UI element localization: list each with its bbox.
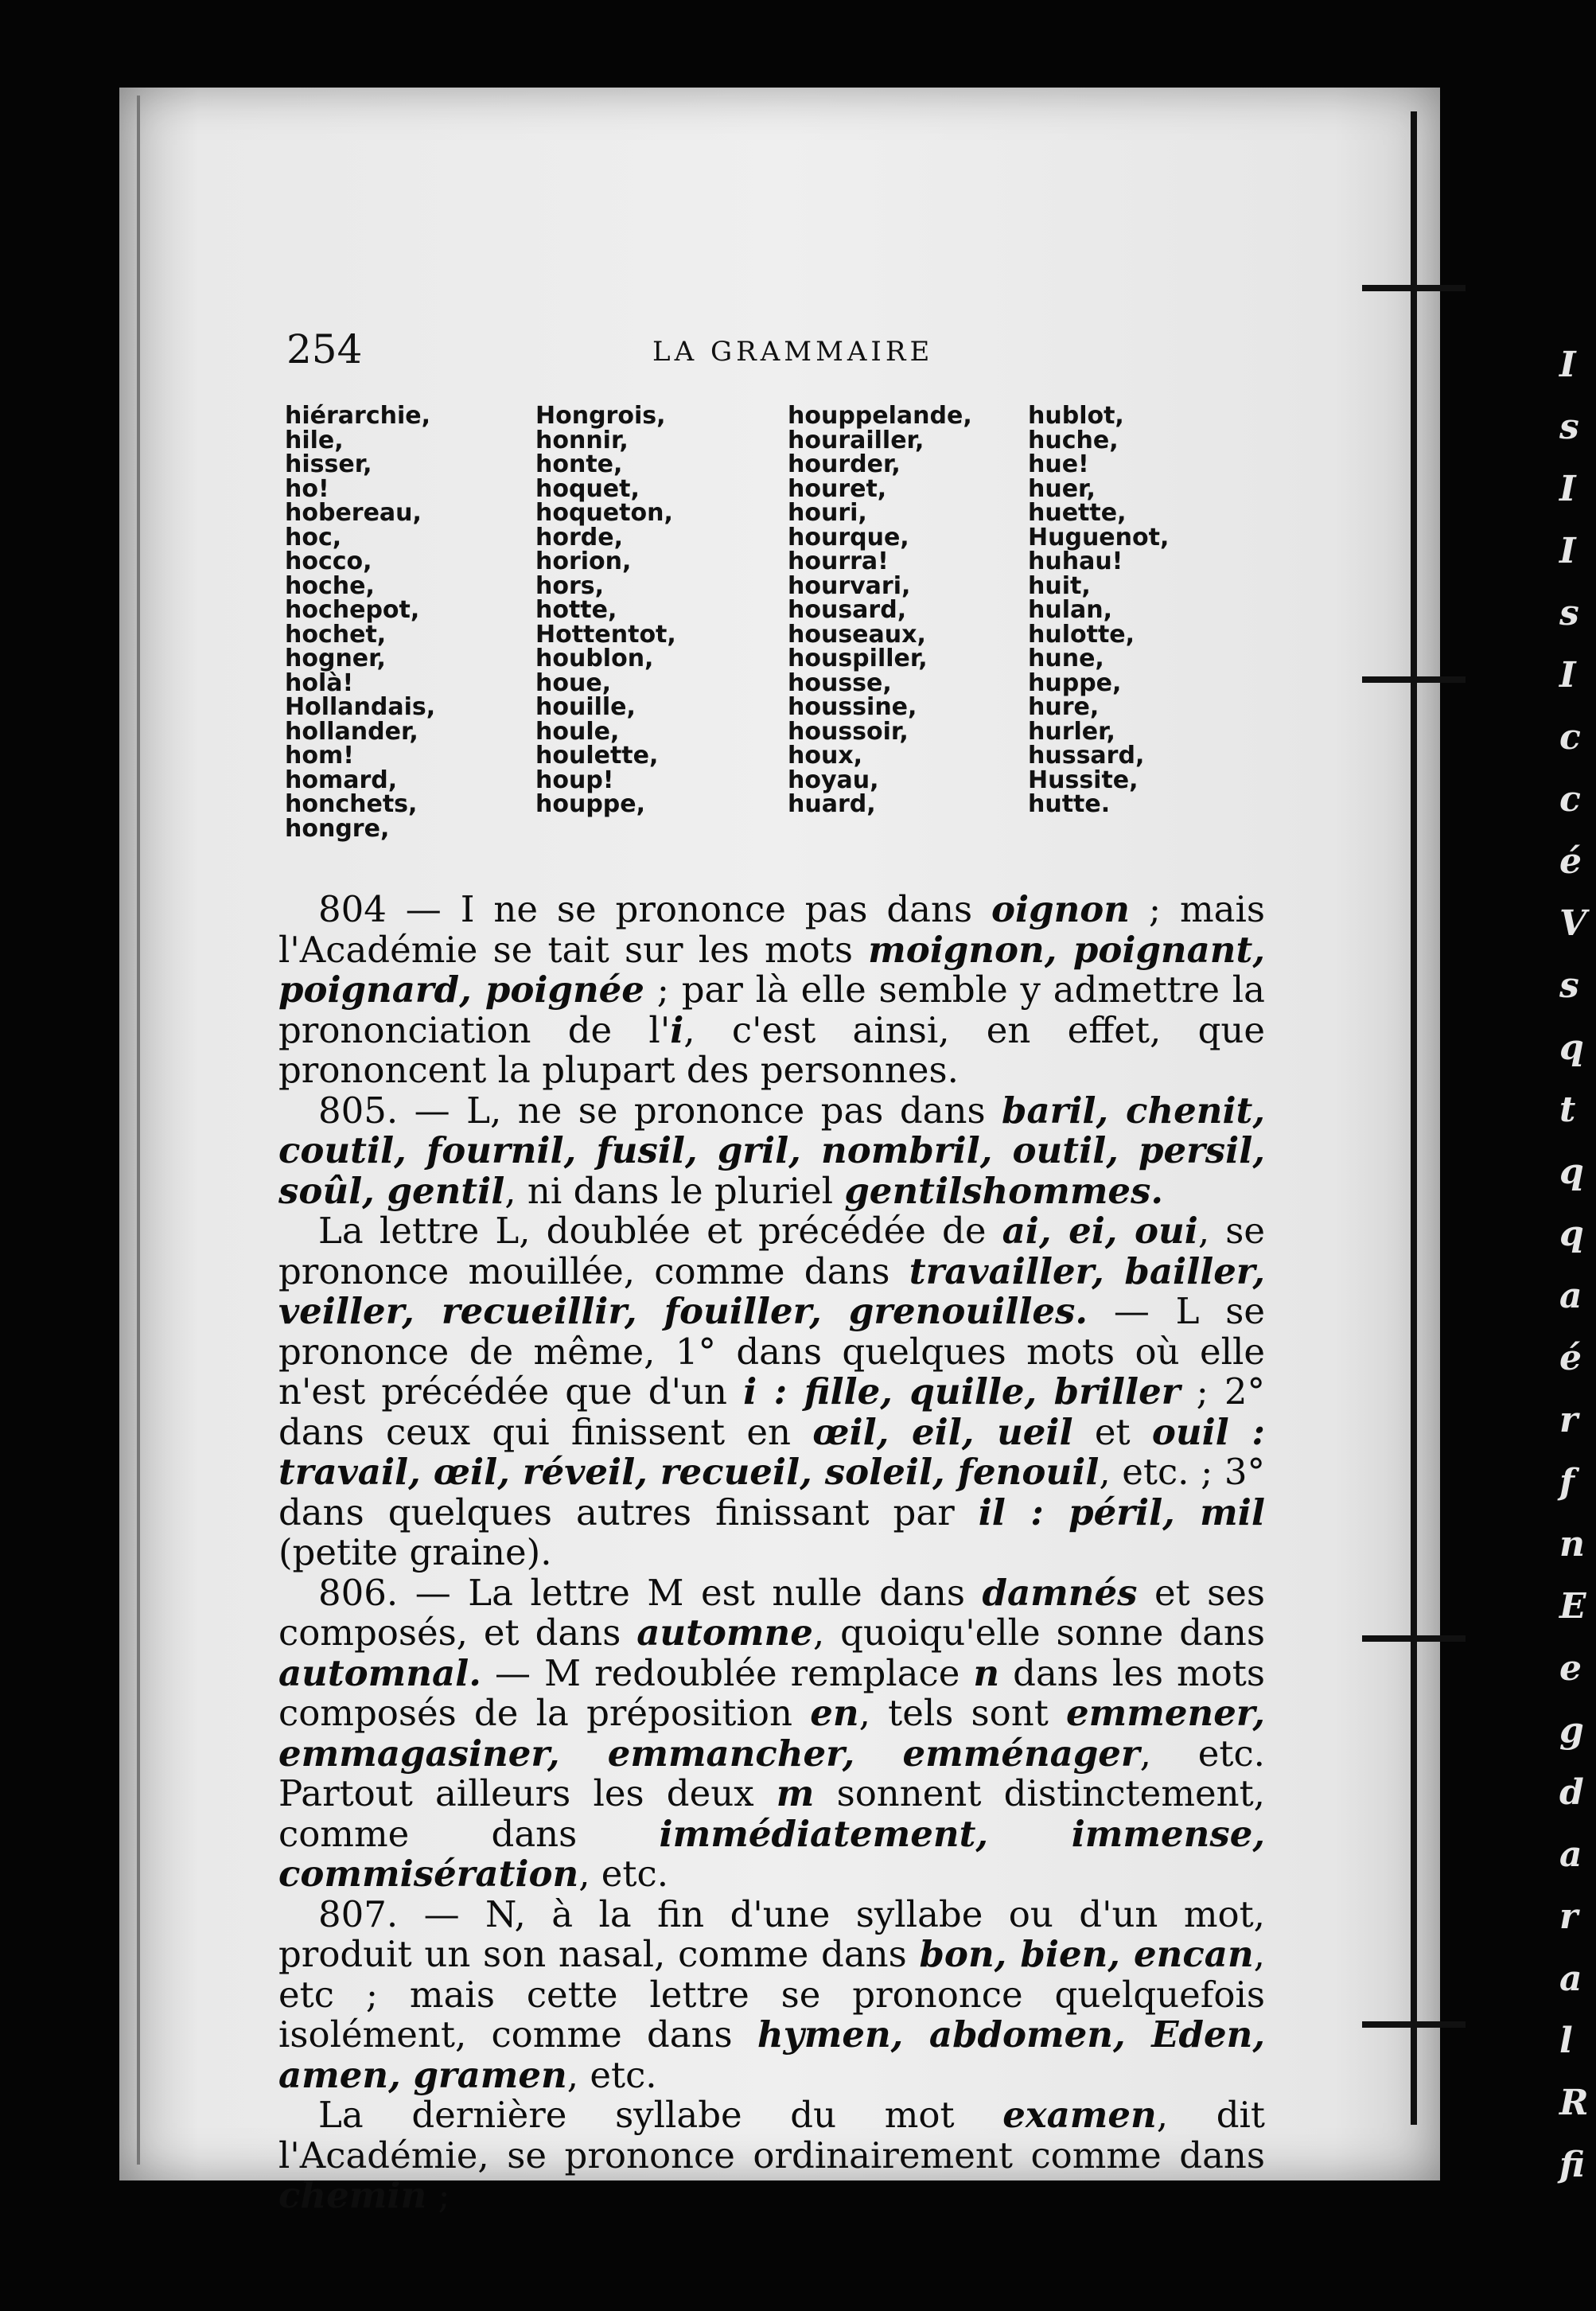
list-item: huhau! (1028, 548, 1123, 575)
word-column-3 (788, 404, 1034, 817)
list-item: hue! (1028, 450, 1089, 478)
list-item: houspiller, (788, 645, 928, 672)
text-run: La lettre L, doublée et précédée de (318, 1210, 1002, 1252)
list-item: houppelande, (788, 402, 972, 430)
list-item: hiérarchie, (285, 402, 430, 430)
text-run: 807. — N, à la fin d'une syllabe ou d'un mot, produit un son nasal, comme dans (278, 1892, 1265, 1975)
list-item: hocco, (285, 548, 372, 575)
italic-run: ouil : travail, œil, réveil, recueil, soleil, fenouil (278, 1410, 1266, 1493)
paragraph-807 (278, 1892, 1265, 2096)
text-run: dans les mots composés de la préposition (278, 1651, 1265, 1734)
list-item: hollander, (285, 717, 418, 746)
list-item: huer, (1028, 474, 1096, 503)
text-run: et (1072, 1410, 1152, 1453)
list-item: houille, (535, 693, 636, 721)
list-item: hussard, (1028, 742, 1145, 770)
list-item: honnir, (535, 426, 629, 454)
text-run: (petite graine). (278, 1531, 552, 1573)
fragment: a (1559, 1958, 1582, 1999)
text-run: , c'est ainsi, en effet, que prononcent la plupart des personnes. (278, 1008, 1265, 1091)
list-item: hublot, (1028, 402, 1124, 430)
list-item: hisser, (285, 450, 372, 478)
list-item: hoyau, (788, 766, 879, 794)
italic-run: i (670, 1008, 684, 1051)
list-item: housse, (788, 668, 892, 697)
list-item: hourailler, (788, 426, 925, 454)
fragment: I (1559, 469, 1576, 509)
book-spine (1411, 111, 1417, 2125)
list-item: hoche, (285, 571, 375, 600)
list-item: houret, (788, 474, 887, 503)
text-run: ; par là elle semble y admettre la prononciation de l' (278, 968, 1266, 1051)
list-item: houssoir, (788, 717, 909, 746)
text-run: , etc. (578, 1853, 669, 1895)
text-run: — M redoublée remplace (481, 1651, 974, 1694)
list-item: Hottentot, (535, 620, 676, 649)
fragment: l (1559, 2021, 1573, 2061)
list-item: hourder, (788, 450, 901, 478)
text-run: 805. — L, ne se prononce pas dans (318, 1089, 1002, 1132)
fragment: s (1559, 965, 1579, 1006)
fragment: I (1559, 345, 1576, 385)
fragment: c (1559, 717, 1581, 758)
spine-stitch (1362, 285, 1466, 291)
text-run: et ses composés, et dans (278, 1571, 1266, 1654)
list-item: hutte. (1028, 790, 1111, 818)
list-item: hourque, (788, 523, 909, 551)
italic-run: baril, chenit, coutil, fournil, fusil, gril, nombril, outil, persil, soûl, gentil (278, 1089, 1266, 1212)
list-item: honchets, (285, 790, 418, 818)
text-run: La dernière syllabe du mot (318, 2094, 1003, 2136)
italic-run: il : péril, mil (978, 1491, 1265, 1534)
italic-run: ai, ei, oui (1002, 1210, 1198, 1252)
list-item: hoqueton, (535, 499, 673, 527)
italic-run: chemin (278, 2174, 427, 2216)
list-item: Hussite, (1028, 766, 1139, 794)
list-item: huppe, (1028, 668, 1122, 697)
list-item: Huguenot, (1028, 523, 1170, 551)
italic-run: gentilshommes. (844, 1169, 1164, 1212)
list-item: hongre, (285, 814, 390, 843)
fragment: r (1559, 1400, 1578, 1440)
list-item: huche, (1028, 426, 1119, 454)
list-item: houppe, (535, 790, 646, 818)
fragment: I (1559, 655, 1576, 696)
text-run: , ni dans le pluriel (504, 1169, 845, 1212)
list-item: houblon, (535, 645, 654, 672)
fragment: e (1559, 1648, 1582, 1689)
paragraph-805-continued (278, 1211, 1265, 1573)
text-run: , etc. (566, 2053, 657, 2096)
list-item: hochepot, (285, 596, 420, 624)
running-title: LA GRAMMAIRE (652, 336, 934, 368)
italic-run: examen (1002, 2094, 1157, 2136)
text-run: , etc. ; 3° dans quelques autres finissant par (278, 1451, 1265, 1534)
text-run: , quoiqu'elle sonne dans (812, 1611, 1265, 1654)
fragment: V (1559, 903, 1587, 944)
italic-run: automne (636, 1611, 813, 1654)
facing-page-fragments (1559, 334, 1589, 2196)
fragment: d (1559, 1772, 1584, 1813)
text-run: — L se prononce de même, 1° dans quelques mots où elle n'est précédée que d'un (278, 1290, 1265, 1413)
italic-run: œil, eil, ueil (812, 1410, 1073, 1453)
fragment: s (1559, 593, 1579, 633)
italic-run: moignon, poignant, poignard, poignée (278, 928, 1265, 1011)
fragment: r (1559, 1896, 1578, 1937)
page-number: 254 (286, 326, 363, 372)
list-item: hulotte, (1028, 620, 1135, 649)
list-item: houe, (535, 668, 612, 697)
list-item: hoquet, (535, 474, 640, 503)
italic-run: travailler, bailler, veiller, recueillir, fouiller, grenouilles. (278, 1249, 1266, 1332)
body-text (278, 890, 1265, 2216)
text-run: , dit l'Académie, se prononce ordinairement comme dans (278, 2094, 1266, 2177)
list-item: honte, (535, 450, 623, 478)
fragment: s (1559, 407, 1579, 447)
text-run: 804 — I ne se prononce pas dans (318, 888, 991, 930)
italic-run: automnal. (278, 1651, 481, 1694)
text-run: ; 2° dans ceux qui finissent en (278, 1370, 1265, 1453)
list-item: hurler, (1028, 717, 1115, 746)
fragment: c (1559, 779, 1581, 820)
list-item: hourvari, (788, 571, 911, 600)
paragraph-804 (278, 890, 1265, 1091)
fragment: f (1559, 1462, 1575, 1502)
word-list (285, 404, 1287, 882)
text-run: , tels sont (858, 1692, 1067, 1734)
gutter-line (137, 95, 140, 2165)
fragment: é (1559, 1338, 1582, 1378)
list-item: homard, (285, 766, 398, 794)
list-item: holà! (285, 668, 354, 697)
fragment: a (1559, 1834, 1582, 1875)
fragment: q (1559, 1152, 1584, 1192)
italic-run: immédiatement, immense, commisération (278, 1812, 1265, 1895)
italic-run: en (810, 1692, 859, 1734)
list-item: huard, (788, 790, 876, 818)
italic-run: bon, bien, encan (919, 1933, 1254, 1975)
text-run: sonnent distinctement, comme dans (278, 1772, 1265, 1855)
list-item: Hollandais, (285, 693, 436, 721)
list-item: hochet, (285, 620, 387, 649)
italic-run: m (776, 1772, 815, 1814)
list-item: houle, (535, 717, 620, 746)
fragment: fi (1559, 2145, 1585, 2185)
list-item: horde, (535, 523, 623, 551)
list-item: houssine, (788, 693, 917, 721)
fragment: t (1559, 1089, 1576, 1130)
text-run: , se prononce mouillée, comme dans (278, 1210, 1265, 1292)
fragment: é (1559, 841, 1582, 882)
word-column-1 (285, 404, 531, 841)
italic-run: n (973, 1651, 1000, 1694)
text-run: ; (426, 2174, 450, 2216)
paragraph-806 (278, 1573, 1265, 1895)
list-item: houseaux, (788, 620, 926, 649)
text-run: , etc ; mais cette lettre se prononce quelquefois isolément, comme dans (278, 1933, 1265, 2056)
list-item: hulan, (1028, 596, 1112, 624)
list-item: hune, (1028, 645, 1104, 672)
list-item: hogner, (285, 645, 386, 672)
list-item: hoc, (285, 523, 342, 551)
spine-stitch (1362, 2021, 1466, 2028)
spine-stitch (1362, 1635, 1466, 1642)
spine-stitch (1362, 676, 1466, 683)
fragment: R (1559, 2083, 1589, 2123)
list-item: hotte, (535, 596, 617, 624)
list-item: hourra! (788, 548, 889, 575)
list-item: ho! (285, 474, 329, 503)
list-item: houri, (788, 499, 867, 527)
list-item: houx, (788, 742, 863, 770)
list-item: huit, (1028, 571, 1091, 600)
list-item: Hongrois, (535, 402, 666, 430)
italic-run: i : fille, quille, briller (743, 1370, 1181, 1413)
list-item: houp! (535, 766, 614, 794)
fragment: E (1559, 1586, 1586, 1627)
text-run: ; mais l'Académie se tait sur les mots (278, 888, 1265, 971)
word-column-4 (1028, 404, 1275, 817)
text-run: , etc. Partout ailleurs les deux (278, 1732, 1265, 1814)
italic-run: oignon (991, 888, 1131, 930)
list-item: hure, (1028, 693, 1100, 721)
italic-run: emmener, emmagasiner, emmancher, emménager (278, 1692, 1265, 1775)
list-item: horion, (535, 548, 632, 575)
italic-run: damnés (982, 1571, 1138, 1614)
fragment: g (1559, 1710, 1584, 1751)
list-item: hom! (285, 742, 354, 770)
text-run: 806. — La lettre M est nulle dans (318, 1571, 983, 1614)
fragment: q (1559, 1214, 1584, 1254)
paragraph-805 (278, 1091, 1265, 1212)
word-column-2 (535, 404, 782, 817)
list-item: houlette, (535, 742, 659, 770)
list-item: huette, (1028, 499, 1127, 527)
paragraph-807-continued (278, 2095, 1265, 2216)
fragment: I (1559, 531, 1576, 571)
list-item: hobereau, (285, 499, 422, 527)
fragment: a (1559, 1276, 1582, 1316)
list-item: hile, (285, 426, 344, 454)
fragment: q (1559, 1027, 1584, 1068)
fragment: n (1559, 1524, 1585, 1565)
list-item: hors, (535, 571, 605, 600)
list-item: housard, (788, 596, 907, 624)
italic-run: hymen, abdomen, Eden, amen, gramen (278, 2013, 1265, 2096)
page-header (286, 326, 1273, 382)
